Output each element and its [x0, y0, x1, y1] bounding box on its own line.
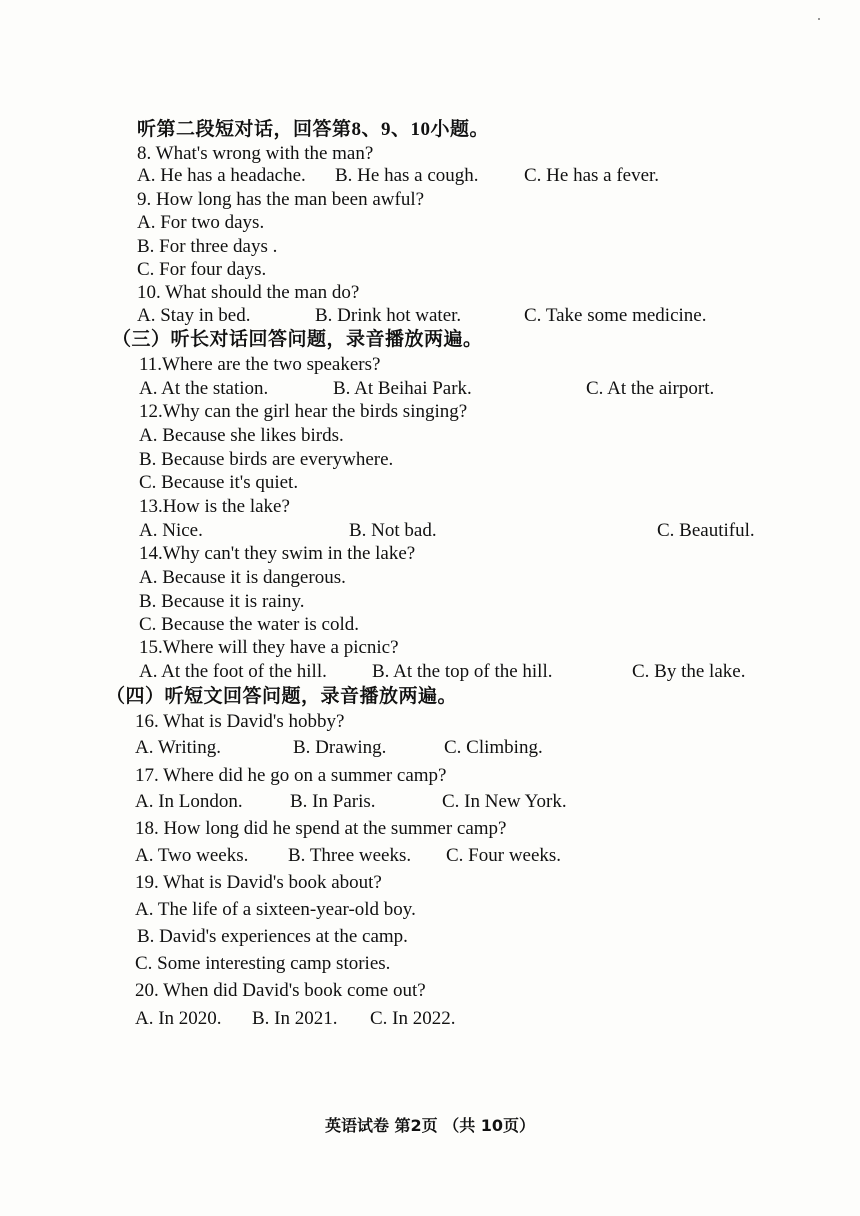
q14-option-c: C. Because the water is cold.: [139, 614, 360, 635]
q8-question: 8. What's wrong with the man?: [137, 143, 374, 164]
q10-option-c: C. Take some medicine.: [524, 305, 707, 326]
q12-option-a: A. Because she likes birds.: [139, 425, 344, 446]
q14-option-b: B. Because it is rainy.: [139, 591, 305, 612]
q18-question: 18. How long did he spend at the summer camp?: [135, 818, 507, 839]
q14-question: 14.Why can't they swim in the lake?: [139, 543, 416, 564]
q20-option-c: C. In 2022.: [370, 1008, 456, 1029]
q20-option-a: A. In 2020.: [135, 1008, 222, 1029]
q13-option-c: C. Beautiful.: [657, 520, 755, 541]
q10-option-a: A. Stay in bed.: [137, 305, 251, 326]
q13-question: 13.How is the lake?: [139, 496, 290, 517]
q11-option-b: B. At Beihai Park.: [333, 378, 472, 399]
q19-option-a: A. The life of a sixteen-year-old boy.: [135, 899, 416, 920]
q13-option-a: A. Nice.: [139, 520, 203, 541]
q15-question: 15.Where will they have a picnic?: [139, 637, 399, 658]
q17-option-b: B. In Paris.: [290, 791, 376, 812]
q9-question: 9. How long has the man been awful?: [137, 189, 425, 210]
q17-question: 17. Where did he go on a summer camp?: [135, 765, 447, 786]
q18-option-b: B. Three weeks.: [288, 845, 412, 866]
q10-option-b: B. Drink hot water.: [315, 305, 462, 326]
q11-question: 11.Where are the two speakers?: [139, 354, 381, 375]
q10-question: 10. What should the man do?: [137, 282, 360, 303]
q12-option-b: B. Because birds are everywhere.: [139, 449, 394, 470]
q15-option-c: C. By the lake.: [632, 661, 746, 682]
q18-option-c: C. Four weeks.: [446, 845, 562, 866]
q16-option-a: A. Writing.: [135, 737, 221, 758]
q18-option-a: A. Two weeks.: [135, 845, 249, 866]
q12-option-c: C. Because it's quiet.: [139, 472, 299, 493]
q20-question: 20. When did David's book come out?: [135, 980, 426, 1001]
q17-option-a: A. In London.: [135, 791, 243, 812]
section-2-heading: 听第二段短对话，回答第8、9、10小题。: [137, 119, 490, 140]
q8-option-b: B. He has a cough.: [335, 165, 479, 186]
page-footer: 英语试卷 第2页 （共 10页）: [324, 1116, 536, 1135]
q15-option-a: A. At the foot of the hill.: [139, 661, 327, 682]
q12-question: 12.Why can the girl hear the birds singing?: [139, 401, 468, 422]
q8-option-a: A. He has a headache.: [137, 165, 306, 186]
q13-option-b: B. Not bad.: [349, 520, 437, 541]
q9-option-b: B. For three days .: [137, 236, 278, 257]
q17-option-c: C. In New York.: [442, 791, 567, 812]
q15-option-b: B. At the top of the hill.: [372, 661, 553, 682]
q19-option-b: B. David's experiences at the camp.: [137, 926, 408, 947]
q16-question: 16. What is David's hobby?: [135, 711, 345, 732]
section-4-heading: （四）听短文回答问题，录音播放两遍。: [106, 686, 458, 707]
q16-option-c: C. Climbing.: [444, 737, 543, 758]
q9-option-c: C. For four days.: [137, 259, 267, 280]
q16-option-b: B. Drawing.: [293, 737, 387, 758]
q11-option-a: A. At the station.: [139, 378, 269, 399]
q20-option-b: B. In 2021.: [252, 1008, 338, 1029]
q11-option-c: C. At the airport.: [586, 378, 715, 399]
q19-option-c: C. Some interesting camp stories.: [135, 953, 391, 974]
scan-speck: [818, 18, 820, 20]
q8-option-c: C. He has a fever.: [524, 165, 660, 186]
q9-option-a: A. For two days.: [137, 212, 265, 233]
q19-question: 19. What is David's book about?: [135, 872, 382, 893]
section-3-heading: （三）听长对话回答问题，录音播放两遍。: [112, 329, 483, 350]
q14-option-a: A. Because it is dangerous.: [139, 567, 346, 588]
